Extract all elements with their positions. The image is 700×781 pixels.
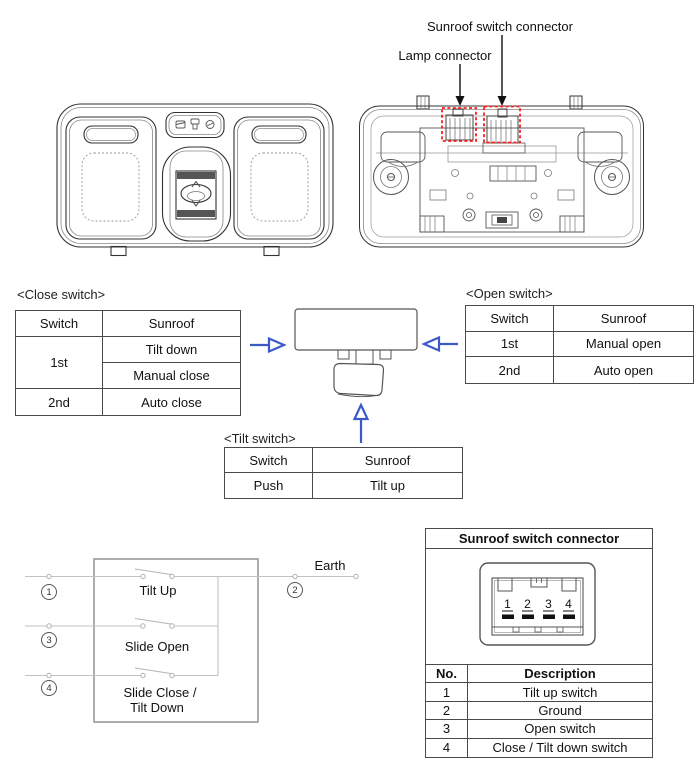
circuit-slide-close-label-line2: Tilt Down	[130, 700, 184, 715]
pin-table-header-description: Description	[468, 665, 652, 683]
overhead-console-front-drawing	[57, 104, 333, 256]
connector-box-title: Sunroof switch connector	[426, 529, 652, 549]
circuit-slide-open-label: Slide Open	[124, 639, 190, 654]
sunroof-connector-label: Sunroof switch connector	[427, 19, 573, 34]
close-table-header-sunroof: Sunroof	[103, 311, 240, 337]
open-table-2nd: 2nd	[466, 357, 554, 383]
close-table-auto-close: Auto close	[103, 389, 240, 415]
open-table-auto-open: Auto open	[554, 357, 693, 383]
lamp-mode-icons	[176, 119, 214, 129]
pin-table-row4-no: 4	[426, 739, 468, 757]
terminal-4-badge: 4	[41, 680, 57, 696]
sunroof-connector-info-box	[425, 528, 653, 758]
pin-number-4: 4	[565, 597, 572, 611]
open-switch-caption: <Open switch>	[466, 286, 553, 301]
sunroof-connector-pointer-arrow	[498, 35, 507, 106]
circuit-slide-close-label-line1: Slide Close /	[123, 685, 197, 700]
pin-number-1: 1	[504, 597, 511, 611]
sunroof-connector-drawing	[483, 109, 525, 153]
lamp-connector-highlight	[442, 108, 476, 141]
tilt-table-header-switch: Switch	[225, 448, 313, 473]
lamp-switch-panel	[166, 113, 224, 138]
open-table-header-switch: Switch	[466, 306, 554, 332]
tilt-table-push: Push	[225, 473, 313, 498]
tilt-table-header-sunroof: Sunroof	[313, 448, 462, 473]
lamp-connector-drawing	[446, 109, 473, 140]
pin-table-row2-desc: Ground	[468, 702, 652, 720]
sunroof-connector-highlight	[484, 107, 520, 143]
circuit-tilt-up-label: Tilt Up	[139, 583, 177, 598]
close-switch-caption: <Close switch>	[17, 287, 106, 302]
close-table-1st: 1st	[16, 337, 103, 389]
open-switch-table	[465, 305, 694, 384]
open-table-manual-open: Manual open	[554, 332, 693, 358]
pin-number-2: 2	[524, 597, 531, 611]
close-direction-arrow	[250, 339, 284, 352]
connector-pin-table	[426, 664, 652, 757]
pin-table-header-no: No.	[426, 665, 468, 683]
close-table-manual-close: Manual close	[103, 363, 240, 389]
close-table-2nd: 2nd	[16, 389, 103, 415]
pin-table-row4-desc: Close / Tilt down switch	[492, 740, 628, 756]
sunroof-switch-front	[163, 147, 231, 241]
circuit-earth-label: Earth	[314, 558, 346, 573]
open-direction-arrow	[424, 338, 458, 351]
tilt-switch-caption: <Tilt switch>	[224, 431, 296, 446]
tilt-table-tilt-up: Tilt up	[313, 473, 462, 498]
open-table-1st: 1st	[466, 332, 554, 358]
lamp-connector-pointer-arrow	[456, 64, 465, 106]
lamp-connector-label: Lamp connector	[398, 48, 492, 63]
close-table-header-switch: Switch	[16, 311, 103, 337]
pin-number-3: 3	[545, 597, 552, 611]
overhead-console-rear-drawing	[360, 96, 644, 247]
tilt-switch-table	[224, 447, 463, 499]
sunroof-switch-side-drawing	[295, 309, 417, 397]
close-table-tilt-down: Tilt down	[103, 337, 240, 363]
terminal-3-badge: 3	[41, 632, 57, 648]
pin-table-row3-no: 3	[426, 720, 468, 738]
pin-table-row2-no: 2	[426, 702, 468, 720]
pin-table-row3-desc: Open switch	[468, 720, 652, 738]
pin-table-row1-desc: Tilt up switch	[468, 683, 652, 701]
tilt-direction-arrow	[355, 405, 368, 443]
terminal-1-badge: 1	[41, 584, 57, 600]
open-table-header-sunroof: Sunroof	[554, 306, 693, 332]
pin-table-row1-no: 1	[426, 683, 468, 701]
close-switch-table	[15, 310, 241, 416]
terminal-2-badge: 2	[287, 582, 303, 598]
connector-drawing-area	[426, 549, 652, 664]
